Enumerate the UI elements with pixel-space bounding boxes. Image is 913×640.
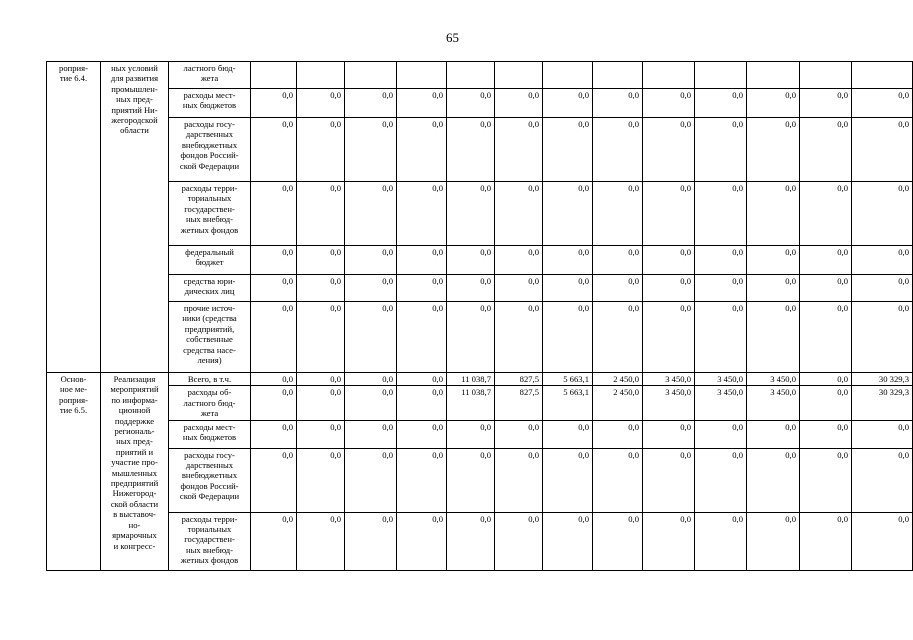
value-cell: 0,0 (447, 118, 495, 182)
funding-source-cell (169, 420, 251, 448)
funding-source-text: ториальных (187, 524, 232, 535)
funding-source-text: государствен- (184, 534, 235, 545)
funding-source-text: ных внебюд- (186, 544, 233, 555)
funding-source-text: расходы терри- (181, 513, 238, 524)
table-row (47, 420, 913, 448)
value-cell: 0,0 (543, 448, 593, 512)
funding-source-cell (169, 512, 251, 570)
activity-name-text: мышленных (111, 467, 158, 478)
page-number: 65 (446, 30, 459, 45)
activity-name-text: ярмарочных (112, 530, 157, 541)
funding-source-cell (169, 182, 251, 246)
value-cell: 0,0 (397, 302, 447, 373)
value-cell (852, 62, 913, 89)
activity-number-cell (47, 373, 101, 571)
activity-name-text: для развития (110, 73, 159, 84)
funding-source-text: жета (200, 408, 219, 419)
value-cell: 0,0 (495, 448, 543, 512)
value-cell: 0,0 (747, 448, 800, 512)
funding-source-text: расходы мест- (183, 421, 236, 432)
activity-name-text: области (120, 125, 149, 136)
value-cell: 0,0 (747, 89, 800, 118)
value-cell: 0,0 (747, 512, 800, 570)
funding-source-cell (169, 118, 251, 182)
funding-source-text: ластного бюд- (183, 63, 236, 73)
value-cell: 0,0 (543, 89, 593, 118)
value-cell: 0,0 (695, 448, 747, 512)
value-cell: 0,0 (593, 302, 643, 373)
funding-source-text: государствен- (184, 203, 235, 214)
funding-source-text: дических лиц (184, 286, 235, 297)
table-row (47, 275, 913, 302)
value-cell: 0,0 (345, 275, 397, 302)
value-cell: 0,0 (695, 89, 747, 118)
table-row (47, 302, 913, 373)
value-cell: 0,0 (297, 118, 345, 182)
value-cell: 0,0 (397, 275, 447, 302)
value-cell: 0,0 (695, 420, 747, 448)
value-cell: 0,0 (643, 275, 695, 302)
value-cell: 827,5 (495, 373, 543, 386)
value-cell: 0,0 (345, 302, 397, 373)
funding-source-cell (169, 62, 251, 89)
value-cell: 0,0 (643, 118, 695, 182)
value-cell: 0,0 (852, 246, 913, 275)
activity-name-text: ской области (110, 498, 159, 509)
value-cell: 0,0 (800, 373, 852, 386)
value-cell: 0,0 (297, 386, 345, 420)
funding-source-text: внебюджетных (181, 139, 238, 150)
value-cell: 0,0 (852, 182, 913, 246)
activity-name-text: приятий и (115, 446, 154, 457)
value-cell: 0,0 (397, 420, 447, 448)
funding-source-text: ластного бюд- (183, 397, 236, 408)
table-row (47, 89, 913, 118)
value-cell: 0,0 (297, 512, 345, 570)
value-cell: 0,0 (543, 118, 593, 182)
funding-source-text: жетных фондов (180, 224, 239, 235)
value-cell: 0,0 (543, 420, 593, 448)
value-cell: 5 663,1 (543, 373, 593, 386)
funding-source-text: Всего, в т.ч. (187, 374, 232, 384)
value-cell: 0,0 (397, 246, 447, 275)
value-cell: 0,0 (345, 386, 397, 420)
value-cell: 0,0 (397, 512, 447, 570)
value-cell: 0,0 (593, 118, 643, 182)
table-row (47, 246, 913, 275)
funding-source-text: ных внебюд- (186, 214, 233, 225)
funding-source-text: ториальных (187, 193, 232, 204)
value-cell: 0,0 (447, 302, 495, 373)
funding-source-text: предприятий, (184, 323, 235, 334)
funding-source-cell (169, 302, 251, 373)
value-cell: 0,0 (495, 118, 543, 182)
funding-source-cell (169, 386, 251, 420)
value-cell (397, 62, 447, 89)
value-cell: 0,0 (447, 512, 495, 570)
value-cell: 0,0 (543, 246, 593, 275)
funding-source-text: ники (средства (182, 313, 237, 324)
value-cell: 0,0 (593, 89, 643, 118)
activity-name-text: мероприятий (110, 384, 159, 395)
value-cell: 0,0 (543, 512, 593, 570)
value-cell: 0,0 (747, 182, 800, 246)
table-row (47, 512, 913, 570)
activity-name-text: Реализация (113, 374, 156, 384)
value-cell: 2 450,0 (593, 386, 643, 420)
table-row (47, 62, 913, 89)
value-cell: 0,0 (800, 89, 852, 118)
funding-source-text: расходы госу- (184, 449, 235, 460)
value-cell: 0,0 (593, 275, 643, 302)
value-cell: 0,0 (593, 182, 643, 246)
value-cell: 0,0 (297, 246, 345, 275)
value-cell: 0,0 (251, 182, 297, 246)
value-cell: 11 038,7 (447, 386, 495, 420)
value-cell (800, 62, 852, 89)
value-cell: 0,0 (852, 512, 913, 570)
value-cell: 0,0 (543, 302, 593, 373)
value-cell: 3 450,0 (747, 386, 800, 420)
activity-name-text: ных пред- (116, 436, 153, 447)
value-cell: 0,0 (747, 420, 800, 448)
activity-number-text: роприя- (59, 63, 88, 73)
value-cell: 0,0 (800, 420, 852, 448)
value-cell: 0,0 (800, 246, 852, 275)
value-cell: 0,0 (251, 373, 297, 386)
activity-name-text: и конгресс- (113, 540, 156, 551)
value-cell: 0,0 (747, 275, 800, 302)
value-cell (345, 62, 397, 89)
value-cell: 0,0 (495, 89, 543, 118)
activity-number-text: роприя- (59, 394, 88, 405)
activity-name-cell (101, 373, 169, 571)
value-cell: 0,0 (593, 448, 643, 512)
funding-source-text: средства юри- (183, 276, 236, 286)
value-cell: 3 450,0 (695, 373, 747, 386)
activity-number-cell (47, 62, 101, 373)
funding-source-cell (169, 373, 251, 386)
value-cell: 0,0 (800, 275, 852, 302)
value-cell: 0,0 (695, 182, 747, 246)
activity-number-text: тие 6.4. (59, 73, 88, 84)
value-cell: 0,0 (695, 246, 747, 275)
value-cell (251, 62, 297, 89)
activity-name-text: ных условий (111, 63, 158, 73)
activity-name-text: Нижегород- (112, 488, 157, 499)
value-cell: 0,0 (593, 512, 643, 570)
value-cell: 0,0 (495, 182, 543, 246)
value-cell: 0,0 (643, 89, 695, 118)
value-cell: 0,0 (251, 246, 297, 275)
value-cell: 0,0 (297, 302, 345, 373)
funding-source-text: собственные (186, 334, 233, 345)
funding-source-text: фондов Россий- (180, 150, 239, 161)
value-cell: 0,0 (297, 89, 345, 118)
value-cell: 0,0 (447, 448, 495, 512)
value-cell: 0,0 (345, 373, 397, 386)
activity-name-text: в выставоч- (113, 509, 156, 520)
value-cell: 0,0 (345, 246, 397, 275)
activity-name-text: ных пред- (116, 94, 153, 105)
value-cell: 0,0 (397, 89, 447, 118)
funding-source-text: федеральный (185, 247, 234, 257)
value-cell: 0,0 (345, 118, 397, 182)
funding-source-cell (169, 448, 251, 512)
funding-source-text: ных бюджетов (182, 432, 237, 443)
value-cell: 0,0 (852, 89, 913, 118)
value-cell: 0,0 (643, 182, 695, 246)
funding-source-text: расходы об- (187, 387, 232, 398)
activity-number-text: тие 6.5. (59, 405, 88, 416)
activity-number-text: ное ме- (59, 384, 88, 395)
funding-source-cell (169, 89, 251, 118)
table-row (47, 373, 913, 386)
value-cell: 3 450,0 (643, 373, 695, 386)
funding-source-cell (169, 275, 251, 302)
value-cell (695, 62, 747, 89)
value-cell: 827,5 (495, 386, 543, 420)
value-cell: 0,0 (695, 118, 747, 182)
value-cell: 0,0 (593, 420, 643, 448)
value-cell: 0,0 (643, 420, 695, 448)
value-cell: 0,0 (447, 89, 495, 118)
value-cell: 0,0 (695, 302, 747, 373)
funding-source-cell (169, 246, 251, 275)
value-cell (543, 62, 593, 89)
value-cell: 0,0 (747, 118, 800, 182)
value-cell: 0,0 (397, 118, 447, 182)
value-cell: 0,0 (297, 182, 345, 246)
table-row (47, 118, 913, 182)
value-cell: 0,0 (447, 420, 495, 448)
value-cell: 3 450,0 (695, 386, 747, 420)
value-cell (747, 62, 800, 89)
value-cell (297, 62, 345, 89)
funding-source-text: ления) (197, 355, 222, 366)
value-cell: 0,0 (345, 512, 397, 570)
value-cell: 0,0 (695, 512, 747, 570)
value-cell: 0,0 (800, 182, 852, 246)
value-cell (643, 62, 695, 89)
value-cell: 0,0 (447, 182, 495, 246)
value-cell: 0,0 (495, 512, 543, 570)
activity-name-text: но- (128, 519, 141, 530)
value-cell (495, 62, 543, 89)
value-cell: 0,0 (251, 89, 297, 118)
value-cell: 0,0 (800, 512, 852, 570)
value-cell: 0,0 (345, 89, 397, 118)
value-cell: 0,0 (800, 302, 852, 373)
activity-name-text: региональ- (114, 426, 155, 437)
value-cell: 0,0 (800, 448, 852, 512)
value-cell: 0,0 (643, 512, 695, 570)
activity-name-text: по информа- (111, 394, 158, 405)
activity-name-text: поддержке (114, 415, 155, 426)
value-cell: 0,0 (447, 275, 495, 302)
value-cell: 0,0 (251, 275, 297, 302)
funding-source-text: дарственных (185, 460, 234, 471)
value-cell: 0,0 (251, 118, 297, 182)
activity-name-text: участие про- (111, 457, 158, 468)
value-cell: 0,0 (397, 182, 447, 246)
value-cell: 0,0 (747, 302, 800, 373)
value-cell: 30 329,3 (852, 373, 913, 386)
funding-source-text: ской Федерации (179, 491, 240, 502)
value-cell: 3 450,0 (747, 373, 800, 386)
table-row (47, 386, 913, 420)
value-cell: 0,0 (495, 420, 543, 448)
value-cell: 0,0 (695, 275, 747, 302)
funding-source-text: прочие источ- (183, 303, 236, 313)
funding-source-text: ской Федерации (179, 160, 240, 171)
value-cell: 0,0 (297, 275, 345, 302)
value-cell: 0,0 (495, 275, 543, 302)
value-cell: 0,0 (543, 182, 593, 246)
value-cell: 0,0 (643, 448, 695, 512)
value-cell (447, 62, 495, 89)
value-cell: 0,0 (852, 275, 913, 302)
value-cell: 30 329,3 (852, 386, 913, 420)
value-cell: 0,0 (297, 448, 345, 512)
funding-source-text: средства насе- (183, 344, 236, 355)
activity-name-text: жегородской (111, 115, 158, 126)
activity-name-text: ционной (118, 405, 151, 416)
value-cell: 0,0 (397, 373, 447, 386)
value-cell: 0,0 (251, 420, 297, 448)
value-cell: 11 038,7 (447, 373, 495, 386)
activity-name-cell (101, 62, 169, 373)
activity-number-text: Основ- (60, 374, 87, 384)
value-cell: 0,0 (852, 448, 913, 512)
value-cell: 0,0 (593, 246, 643, 275)
funding-source-text: жета (200, 73, 219, 84)
value-cell: 3 450,0 (643, 386, 695, 420)
value-cell: 0,0 (345, 182, 397, 246)
value-cell: 0,0 (495, 302, 543, 373)
funding-source-text: расходы терри- (181, 183, 238, 193)
funding-source-text: жетных фондов (180, 555, 239, 566)
value-cell: 0,0 (297, 420, 345, 448)
table-row (47, 448, 913, 512)
funding-source-text: внебюджетных (181, 470, 238, 481)
activity-name-text: приятий Ни- (111, 104, 158, 115)
value-cell: 0,0 (251, 512, 297, 570)
value-cell: 0,0 (643, 246, 695, 275)
funding-source-text: расходы госу- (184, 119, 235, 129)
value-cell: 2 450,0 (593, 373, 643, 386)
funding-source-text: дарственных (185, 129, 234, 140)
value-cell: 0,0 (852, 420, 913, 448)
value-cell: 0,0 (800, 118, 852, 182)
activity-name-text: промышлен- (111, 83, 158, 94)
table-row (47, 182, 913, 246)
value-cell: 0,0 (297, 373, 345, 386)
funding-source-text: бюджет (195, 257, 224, 268)
value-cell: 0,0 (397, 386, 447, 420)
value-cell: 0,0 (345, 420, 397, 448)
value-cell: 0,0 (251, 448, 297, 512)
value-cell: 5 663,1 (543, 386, 593, 420)
value-cell: 0,0 (543, 275, 593, 302)
value-cell: 0,0 (643, 302, 695, 373)
value-cell: 0,0 (852, 302, 913, 373)
value-cell (593, 62, 643, 89)
funding-source-text: расходы мест- (183, 90, 236, 100)
value-cell: 0,0 (251, 302, 297, 373)
funding-source-text: фондов Россий- (180, 480, 239, 491)
value-cell: 0,0 (852, 118, 913, 182)
value-cell: 0,0 (345, 448, 397, 512)
funding-table (46, 61, 913, 571)
activity-name-text: предприятий (110, 478, 159, 489)
funding-source-text: ных бюджетов (182, 100, 237, 111)
value-cell: 0,0 (397, 448, 447, 512)
value-cell: 0,0 (447, 246, 495, 275)
value-cell: 0,0 (747, 246, 800, 275)
value-cell: 0,0 (251, 386, 297, 420)
value-cell: 0,0 (800, 386, 852, 420)
value-cell: 0,0 (495, 246, 543, 275)
